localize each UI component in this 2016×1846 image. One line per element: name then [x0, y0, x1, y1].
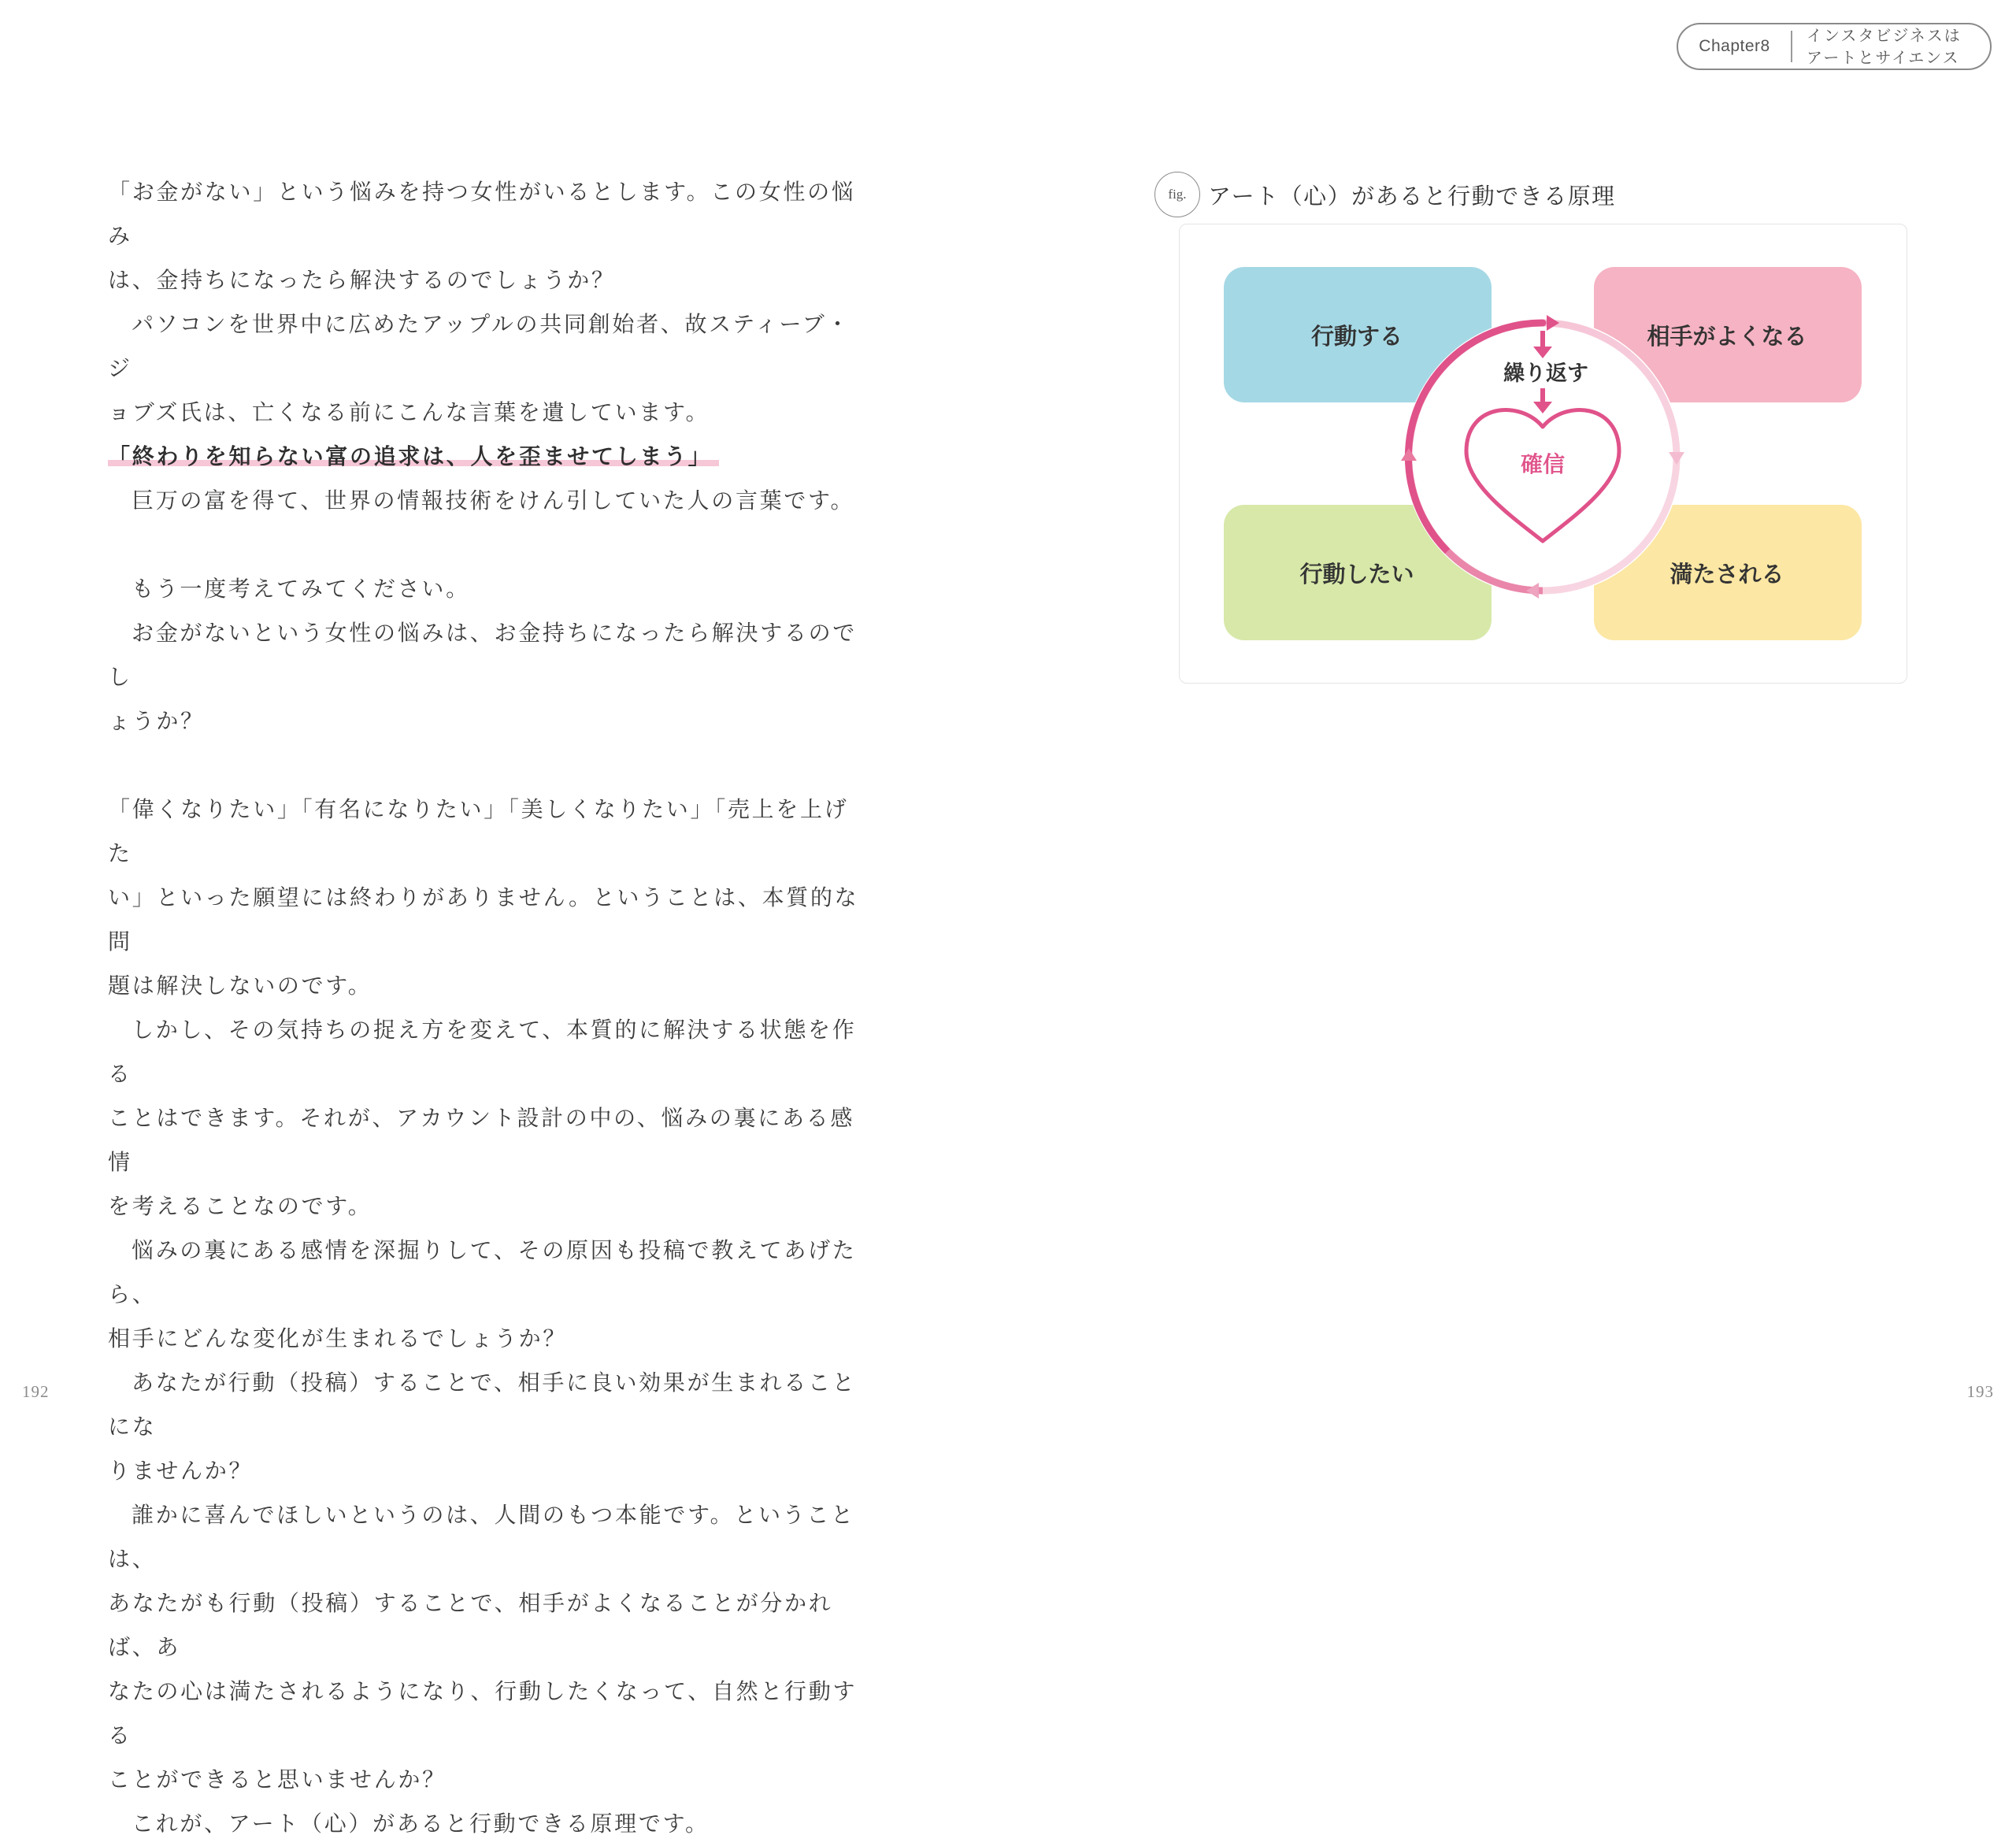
figure-title: アート（心）があると行動できる原理: [1208, 182, 1616, 209]
paragraph: しかし、その気持ちの捉え方を変えて、本質的に解決する状態を作る ことはできます。それが、アカウント設計の中の、悩みの裏にある感情 を考えることなのです。: [108, 1017, 857, 1219]
chapter-label: Chapter8: [1699, 37, 1770, 55]
paragraph: 悩みの裏にある感情を深掘りして、その原因も投稿で教えてあげたら、 相手にどんな変化が生まれるでしょうか？: [108, 1237, 857, 1351]
chapter-title-line1: インスタビジネスは: [1807, 26, 1962, 45]
cycle-diagram: [1180, 224, 1908, 684]
cycle-label: 繰り返す: [1503, 361, 1588, 386]
figure-caption: [1154, 172, 1616, 217]
highlighted-quote: 「終わりを知らない富の追求は、人を歪ませてしまう」: [108, 443, 719, 469]
page-number-left: 192: [22, 1382, 50, 1401]
chapter-tab: [1677, 23, 1992, 70]
page-number-right: 193: [1966, 1382, 1994, 1401]
chapter-title-line2: アートとサイエンス: [1807, 48, 1960, 67]
paragraph: お金がないという女性の悩みは、お金持ちになったら解決するのでし ょうか？: [108, 620, 858, 734]
paragraph: 巨万の富を得て、世界の情報技術をけん引していた人の言葉です。: [132, 487, 855, 513]
blank-line: [108, 743, 864, 788]
paragraph: パソコンを世界中に広めたアップルの共同創始者、故スティーブ・ジ ョブズ氏は、亡くなる前にこんな言葉を遺しています。: [108, 311, 851, 425]
paragraph: 「お金がない」という悩みを持つ女性がいるとします。この女性の悩み は、金持ちになったら解決するのでしょうか？: [108, 179, 856, 293]
paragraph: もう一度考えてみてください。: [132, 576, 470, 602]
label-bottom-left: 行動したい: [1299, 561, 1414, 588]
blank-line: [108, 523, 864, 567]
label-top-right: 相手がよくなる: [1647, 323, 1807, 350]
paragraph: 誰かに喜んでほしいというのは、人間のもつ本能です。ということは、 あなたがも行動（投稿）することで、相手がよくなることが分かれば、あ なたの心は満たされるようになり、行動したくなって、自然と行動する ことができると思いませんか？: [108, 1502, 858, 1792]
paragraph: 「偉くなりたい」「有名になりたい」「美しくなりたい」「売上を上げた い」といった願望には終わりがありません。ということは、本質的な問 題は解決しないのです。: [108, 796, 859, 999]
quote-line: [108, 435, 864, 479]
paragraph: あなたが行動（投稿）することで、相手に良い効果が生まれることにな りませんか？: [108, 1370, 857, 1484]
chapter-title: [1792, 24, 1962, 69]
diagram-frame: [1179, 224, 1907, 684]
label-top-left: 行動する: [1310, 323, 1403, 350]
body-text: [108, 170, 864, 1846]
label-bottom-right: 満たされる: [1670, 561, 1784, 588]
heart-label: 確信: [1520, 451, 1566, 477]
fig-badge: fig.: [1154, 172, 1200, 217]
paragraph: これが、アート（心）があると行動できる原理です。: [132, 1811, 710, 1837]
